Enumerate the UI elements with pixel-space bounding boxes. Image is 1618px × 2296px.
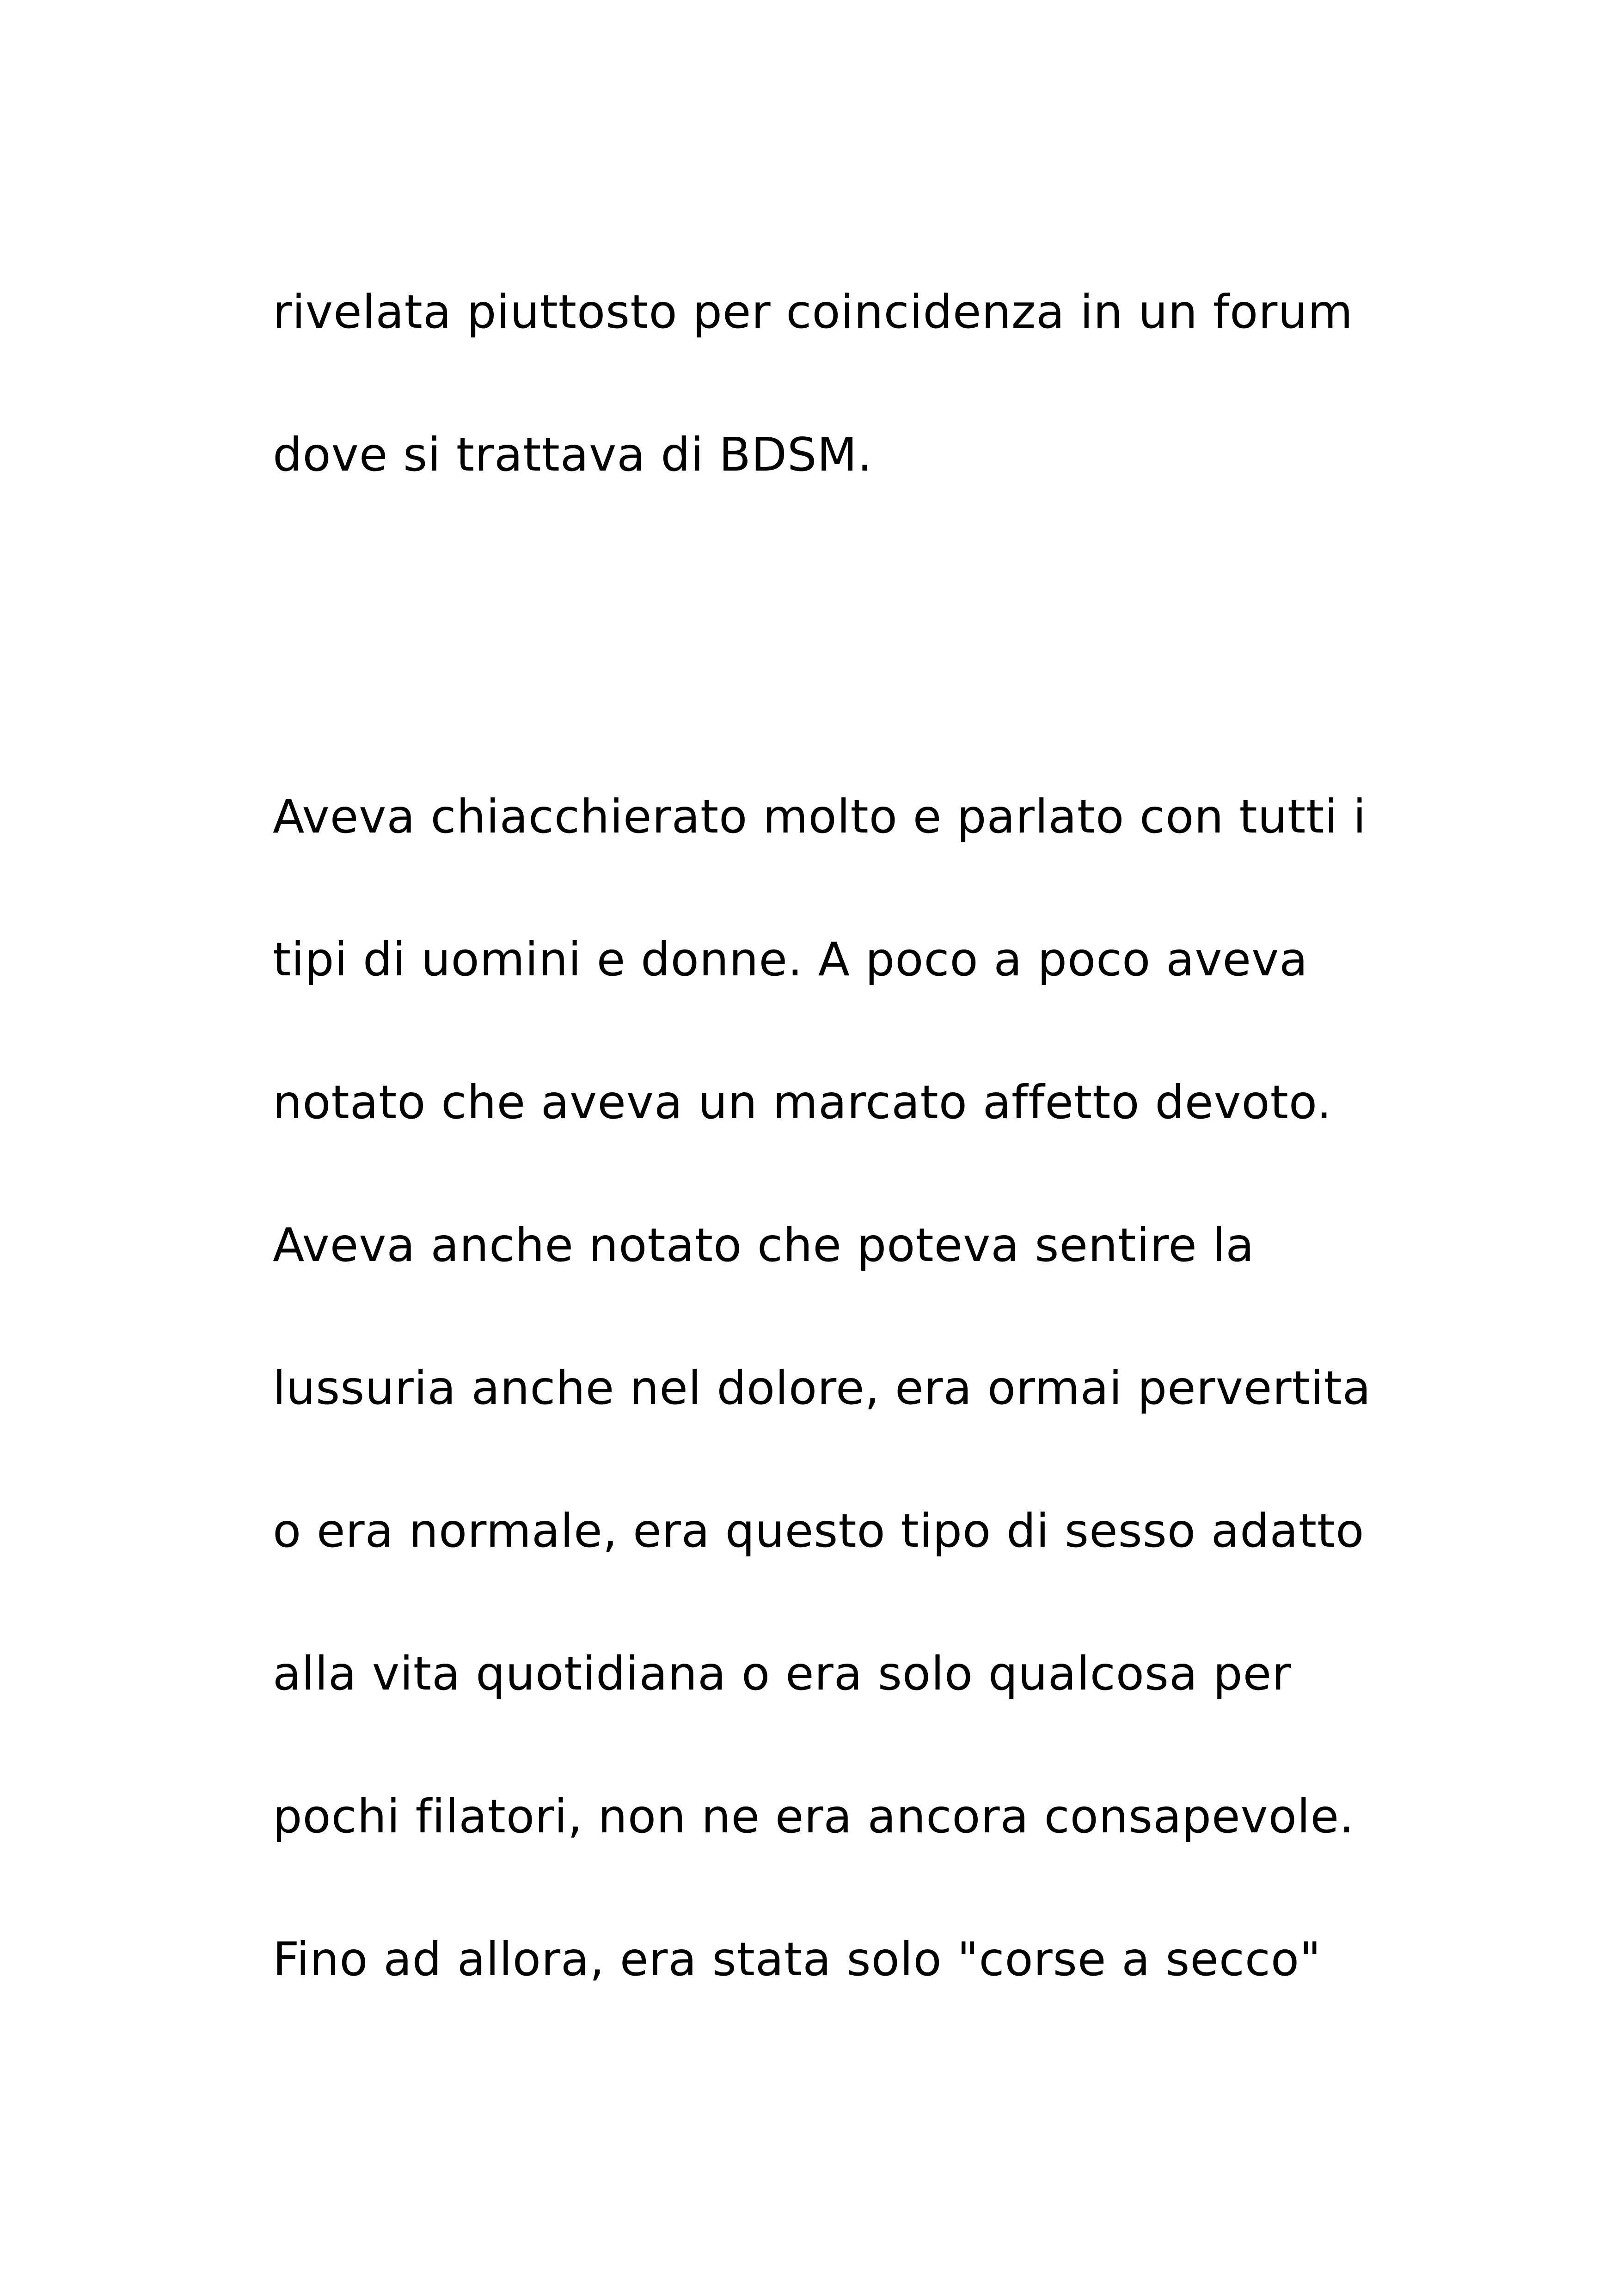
text-line: o era normale, era questo tipo di sesso adatto [273,1504,1365,1558]
text-line: alla vita quotidiana o era solo qualcosa per [273,1647,1292,1701]
text-line: Aveva anche notato che poteva sentire la [273,1218,1255,1272]
paragraph-2 [273,745,1521,2031]
text-line: lussuria anche nel dolore, era ormai pervertita [273,1361,1372,1415]
text-line: pochi filatori, non ne era ancora consapevole. [273,1789,1354,1843]
text-line: dove si trattava di BDSM. [273,428,873,482]
text-line: Fino ad allora, era stata solo "corse a secco" [273,1932,1322,1986]
text-line: tipi di uomini e donne. A poco a poco aveva [273,932,1308,986]
text-line: Aveva chiacchierato molto e parlato con tutti i [273,790,1367,844]
text-line: notato che aveva un marcato affetto devoto. [273,1075,1332,1129]
text-line: rivelata piuttosto per coincidenza in un forum [273,285,1354,339]
paragraph-1 [273,240,1521,526]
